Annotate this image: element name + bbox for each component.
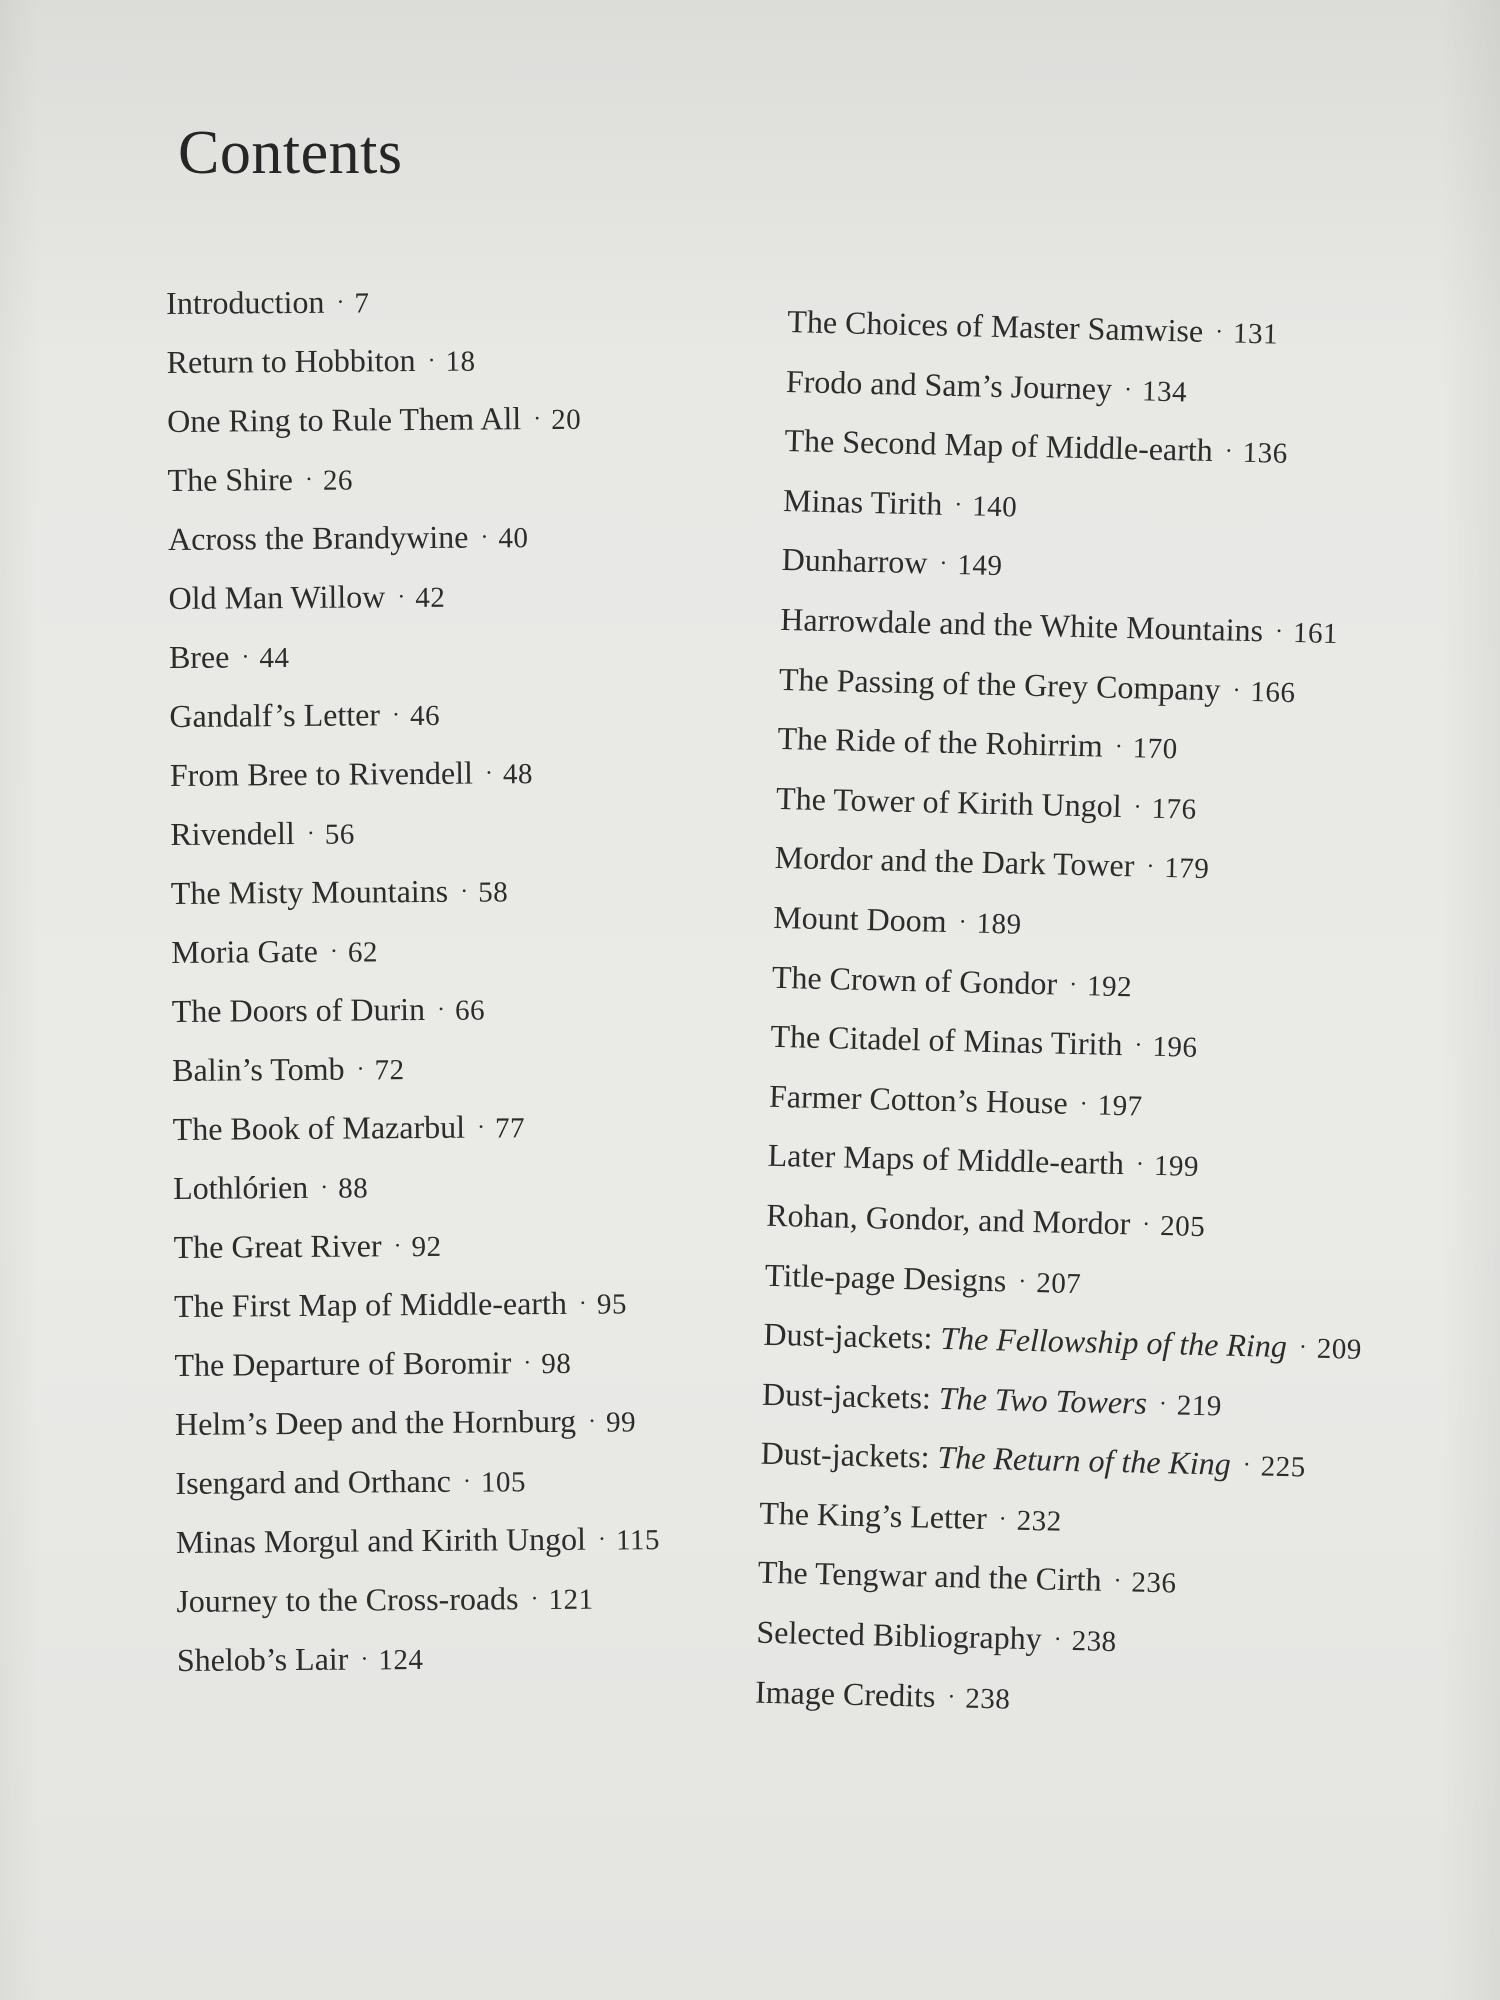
toc-entry-title: The Crown of Gondor (771, 958, 1058, 1002)
toc-entry-page: 62 (347, 936, 379, 969)
toc-entry-title: Minas Tirith (782, 481, 943, 522)
separator-dot: · (597, 1526, 607, 1553)
toc-entry (168, 569, 728, 632)
toc-entry-title: The First Map of Middle-earth (173, 1284, 567, 1324)
separator-dot: · (1298, 1334, 1308, 1361)
separator-dot: · (1146, 853, 1155, 881)
toc-entry-title: Across the Brandywine (167, 518, 469, 557)
toc-entry-page: 99 (605, 1406, 637, 1439)
separator-dot: · (939, 551, 948, 578)
toc-entry (171, 923, 731, 986)
toc-entry-title: Return to Hobbiton (166, 342, 416, 380)
toc-entry-title: The Shire (167, 461, 294, 498)
separator-dot: · (587, 1408, 597, 1435)
toc-entry (170, 746, 730, 809)
separator-dot: · (329, 938, 339, 965)
toc-entry-page: 196 (1152, 1030, 1198, 1064)
toc-entry (171, 864, 731, 927)
toc-entry-page: 189 (976, 907, 1022, 941)
toc-entry-title: Frodo and Sam’s Journey (785, 362, 1113, 407)
separator-dot: · (1133, 794, 1142, 821)
separator-dot: · (436, 996, 446, 1023)
toc-entry-title: The Misty Mountains (170, 872, 449, 911)
toc-entry-page: 140 (971, 490, 1018, 524)
separator-dot: · (1214, 319, 1224, 346)
toc-entry-page: 236 (1131, 1566, 1177, 1600)
toc-entry-page: 66 (454, 994, 486, 1027)
toc-entry-page: 115 (615, 1524, 661, 1557)
toc-entry (166, 333, 726, 396)
toc-entry-page: 199 (1153, 1150, 1200, 1184)
toc-entry-page: 105 (480, 1466, 527, 1499)
toc-entry (173, 1159, 733, 1222)
toc-entry-page: 219 (1176, 1389, 1223, 1423)
toc-entry-title: The Second Map of Middle-earth (784, 422, 1214, 469)
toc-entry-page: 238 (965, 1682, 1011, 1716)
separator-dot: · (306, 820, 315, 847)
toc-entry (174, 1277, 734, 1340)
toc-entry-title: Helm’s Deep and the Hornburg (174, 1402, 577, 1442)
toc-entry-page: 136 (1242, 436, 1289, 471)
separator-dot: · (958, 909, 967, 936)
separator-dot: · (533, 406, 542, 433)
toc-entry (166, 274, 726, 337)
toc-entry-title: From Bree to Rivendell (169, 754, 474, 793)
toc-entry-page: 166 (1250, 675, 1296, 709)
toc-entry-page: 238 (1071, 1625, 1118, 1659)
toc-entry-title: The Citadel of Minas Tirith (770, 1017, 1123, 1063)
toc-entry-title: The King’s Letter (758, 1494, 988, 1536)
toc-entry-title: The Tengwar and the Cirth (757, 1554, 1102, 1599)
toc-entry-title: The Doors of Durin (171, 990, 426, 1029)
toc-entry-title: Introduction (166, 283, 325, 321)
toc-entry-page: 134 (1141, 374, 1188, 409)
page-title: Contents (178, 119, 403, 187)
toc-entry-page: 124 (378, 1644, 424, 1677)
toc-entry-page: 98 (541, 1347, 572, 1381)
toc-entry-title: Later Maps of Middle-earth (767, 1137, 1125, 1182)
toc-entry-title: Bree (168, 638, 230, 675)
toc-entry-title: Harrowdale and the White Mountains (779, 600, 1264, 649)
separator-dot: · (1158, 1390, 1168, 1417)
toc-entry-title: Old Man Willow (168, 578, 386, 616)
separator-dot: · (1224, 438, 1234, 465)
toc-entry-page: 197 (1097, 1089, 1144, 1123)
toc-column-left (166, 274, 737, 1694)
separator-dot: · (480, 524, 489, 551)
separator-dot: · (427, 347, 436, 374)
separator-dot: · (1135, 1151, 1145, 1178)
toc-entry (172, 1100, 732, 1163)
separator-dot: · (1141, 1211, 1151, 1238)
toc-entry-page: 26 (322, 464, 354, 497)
toc-entry-title: Title-page Designs (764, 1256, 1007, 1298)
toc-entry-page: 42 (415, 581, 446, 615)
toc-entry-title-italic: The Return of the King (937, 1439, 1232, 1483)
separator-dot: · (998, 1506, 1008, 1533)
toc-entry (176, 1572, 736, 1635)
toc-entry-title: One Ring to Rule Them All (166, 400, 522, 439)
separator-dot: · (460, 878, 469, 905)
separator-dot: · (947, 1683, 956, 1710)
toc-entry (169, 687, 729, 750)
separator-dot: · (1242, 1452, 1252, 1479)
toc-entry-page: 192 (1086, 969, 1133, 1003)
toc-entry (176, 1513, 736, 1576)
toc-entry-title: Farmer Cotton’s House (768, 1077, 1069, 1121)
toc-entry-page: 72 (374, 1054, 405, 1087)
toc-entry-page: 40 (498, 522, 529, 555)
toc-entry-page: 77 (494, 1112, 526, 1145)
toc-entry-title-italic: The Fellowship of the Ring (939, 1319, 1288, 1365)
separator-dot: · (578, 1290, 587, 1317)
toc-entry-title: The Book of Mazarbul (172, 1108, 466, 1147)
separator-dot: · (1232, 677, 1241, 704)
separator-dot: · (476, 1114, 486, 1141)
separator-dot: · (953, 491, 963, 518)
toc-entry-title: Dust-jackets: (763, 1315, 933, 1356)
toc-entry-title: The Ride of the Rohirrim (777, 720, 1104, 764)
toc-entry-page: 179 (1163, 852, 1210, 886)
separator-dot: · (304, 466, 313, 493)
toc-entry-title: Journey to the Cross-roads (176, 1580, 519, 1619)
separator-dot: · (320, 1174, 329, 1201)
toc-entry-page: 92 (411, 1230, 442, 1264)
toc-entry-title: Rohan, Gondor, and Mordor (765, 1196, 1131, 1242)
toc-entry-title-italic: The Two Towers (938, 1379, 1148, 1421)
toc-entry (167, 451, 727, 514)
toc-entry-title: Mordor and the Dark Tower (774, 839, 1135, 884)
toc-entry-title: Moria Gate (171, 932, 319, 970)
toc-entry-page: 18 (445, 345, 476, 378)
toc-entry-page: 232 (1016, 1504, 1063, 1538)
toc-entry-page: 176 (1151, 792, 1197, 826)
toc-entry-page: 48 (502, 758, 534, 791)
separator-dot: · (1068, 971, 1078, 998)
toc-entry-page: 46 (409, 699, 441, 733)
separator-dot: · (397, 584, 406, 611)
separator-dot: · (1274, 618, 1284, 645)
toc-entry-page: 170 (1132, 732, 1179, 766)
toc-entry-page: 56 (324, 818, 355, 851)
toc-entry-title: Balin’s Tomb (172, 1050, 345, 1088)
separator-dot: · (462, 1468, 472, 1495)
toc-entry-title: Dunharrow (781, 541, 928, 581)
toc-entry-title: Shelob’s Lair (176, 1640, 349, 1678)
toc-entry-page: 161 (1292, 616, 1339, 651)
separator-dot: · (336, 289, 345, 316)
toc-entry (173, 1218, 733, 1281)
toc-entry-page: 225 (1260, 1450, 1307, 1484)
toc-entry-page: 20 (551, 403, 582, 436)
toc-entry (175, 1454, 735, 1517)
separator-dot: · (356, 1056, 365, 1083)
toc-entry-page: 207 (1035, 1266, 1082, 1300)
toc-entry-page: 131 (1232, 317, 1279, 351)
toc-entry-title: Image Credits (754, 1673, 936, 1714)
toc-entry-title: The Tower of Kirith Ungol (775, 779, 1123, 824)
toc-entry-page: 209 (1316, 1332, 1363, 1366)
toc-entry-title: Selected Bibliography (756, 1613, 1043, 1657)
toc-entry-title: Mount Doom (772, 898, 948, 939)
separator-dot: · (241, 644, 250, 671)
toc-entry-title: Isengard and Orthanc (175, 1462, 452, 1501)
toc-entry-page: 58 (478, 876, 509, 909)
toc-entry (169, 628, 729, 691)
page-shadow-left (0, 0, 40, 2000)
toc-entry-page: 205 (1159, 1209, 1206, 1243)
toc-entry-page: 149 (957, 549, 1003, 583)
separator-dot: · (393, 1233, 402, 1260)
toc-entry-page: 121 (548, 1583, 594, 1617)
toc-entry (174, 1336, 734, 1399)
separator-dot: · (1113, 1568, 1122, 1595)
separator-dot: · (1053, 1626, 1062, 1653)
toc-entry-title: Gandalf’s Letter (169, 696, 381, 734)
toc-entry (172, 1041, 732, 1104)
toc-entry-title: The Passing of the Grey Company (778, 660, 1221, 707)
separator-dot: · (1134, 1032, 1143, 1059)
toc-entry-page: 7 (354, 287, 370, 320)
toc-entry-title: Rivendell (170, 815, 295, 852)
toc-entry-title: Dust-jackets: (761, 1375, 932, 1416)
separator-dot: · (523, 1350, 532, 1377)
toc-entry-page: 88 (338, 1172, 369, 1205)
toc-entry-title: The Great River (173, 1227, 382, 1265)
separator-dot: · (1123, 376, 1133, 403)
toc-entry (175, 1395, 735, 1458)
toc-entry (168, 510, 728, 573)
toc-entry-title: The Choices of Master Samwise (786, 302, 1204, 349)
toc-entry-page: 44 (259, 642, 290, 675)
toc-entry-title: Minas Morgul and Kirith Ungol (175, 1520, 587, 1560)
toc-entry (170, 805, 730, 868)
toc-entry (167, 392, 727, 455)
separator-dot: · (360, 1646, 369, 1673)
toc-entry-title: Dust-jackets: (760, 1434, 930, 1475)
toc-entry (177, 1631, 737, 1694)
toc-entry (172, 982, 732, 1045)
separator-dot: · (1114, 733, 1124, 761)
separator-dot: · (1079, 1090, 1088, 1117)
toc-entry-title: Lothlórien (173, 1168, 309, 1206)
separator-dot: · (1018, 1268, 1027, 1295)
separator-dot: · (530, 1586, 539, 1613)
separator-dot: · (391, 702, 401, 729)
toc-entry-page: 95 (596, 1288, 627, 1321)
toc-column-right (754, 296, 1468, 1742)
toc-entry-title: The Departure of Boromir (174, 1344, 512, 1383)
separator-dot: · (484, 760, 494, 787)
